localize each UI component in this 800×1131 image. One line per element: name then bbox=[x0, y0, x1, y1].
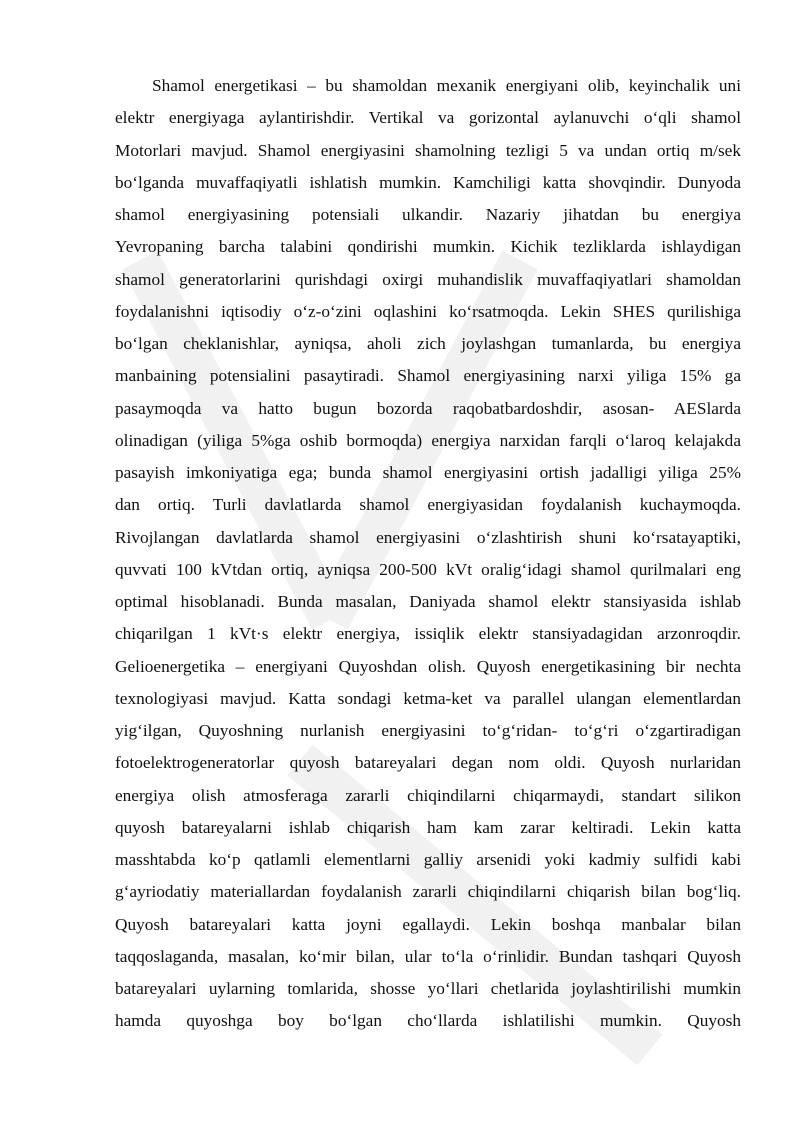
text-line: shamol energiyasining potensiali ulkandir. Nazariy jihatdan bu energiya bbox=[115, 205, 741, 224]
text-line: quvvati 100 kVtdan ortiq, ayniqsa 200-500 kVt oralig‘idagi shamol qurilmalari eng bbox=[115, 559, 741, 579]
text-line: masshtabda ko‘p qatlamli elementlarni galliy arsenidi yoki kadmiy sulfidi kabi bbox=[115, 850, 741, 869]
text-line: shamol generatorlarini qurishdagi oxirgi muhandislik muvaffaqiyatlari shamoldan bbox=[115, 269, 741, 289]
text-line: Quyosh batareyalari katta joyni egallaydi. Lekin boshqa manbalar bilan bbox=[115, 914, 741, 934]
text-line: pasayish imkoniyatiga ega; bunda shamol energiyasini ortish jadalligi yiliga 25% bbox=[115, 463, 741, 482]
text-line: quyosh batareyalarni ishlab chiqarish ham kam zarar keltiradi. Lekin katta bbox=[115, 817, 741, 837]
text-line: texnologiyasi mavjud. Katta sondagi ketma-ket va parallel ulangan elementlardan bbox=[115, 688, 741, 708]
text-line: elektr energiyaga aylantirishdir. Vertikal va gorizontal aylanuvchi o‘qli shamol bbox=[115, 108, 741, 128]
text-line: Yevropaning barcha talabini qondirishi mumkin. Kichik tezliklarda ishlaydigan bbox=[115, 237, 741, 257]
text-line: bo‘lgan cheklanishlar, ayniqsa, aholi zich joylashgan tumanlarda, bu energiya bbox=[115, 334, 741, 353]
text-line: dan ortiq. Turli davlatlarda shamol energiyasidan foydalanish kuchaymoqda. bbox=[115, 495, 741, 515]
text-line: yig‘ilgan, Quyoshning nurlanish energiyasini to‘g‘ridan- to‘g‘ri o‘zgartiradigan bbox=[115, 721, 741, 740]
text-line: manbaining potensialini pasaytiradi. Shamol energiyasining narxi yiliga 15% ga bbox=[115, 366, 741, 386]
text-line: pasaymoqda va hatto bugun bozorda raqobatbardoshdir, asosan- AESlarda bbox=[115, 398, 741, 418]
text-line: Rivojlangan davlatlarda shamol energiyasini o‘zlashtirish shuni ko‘rsatayaptiki, bbox=[115, 527, 741, 547]
text-line: energiya olish atmosferaga zararli chiqindilarni chiqarmaydi, standart silikon bbox=[115, 785, 741, 805]
body-text bbox=[115, 70, 741, 1038]
text-line: bo‘lganda muvaffaqiyatli ishlatish mumkin. Kamchiligi katta shovqindir. Dunyoda bbox=[115, 172, 741, 192]
text-line: optimal hisoblanadi. Bunda masalan, Daniyada shamol elektr stansiyasida ishlab bbox=[115, 592, 741, 611]
text-line: fotoelektrogeneratorlar quyosh batareyalari degan nom oldi. Quyosh nurlaridan bbox=[115, 753, 741, 773]
text-line: Motorlari mavjud. Shamol energiyasini shamolning tezligi 5 va undan ortiq m/sek bbox=[115, 140, 741, 160]
text-line: olinadigan (yiliga 5%ga oshib bormoqda) energiya narxidan farqli o‘laroq kelajakda bbox=[115, 430, 741, 450]
text-line: Shamol energetikasi – bu shamoldan mexanik energiyani olib, keyinchalik uni bbox=[152, 76, 741, 95]
text-line: chiqarilgan 1 kVt·s elektr energiya, issiqlik elektr stansiyadagidan arzonroqdir. bbox=[115, 624, 741, 644]
text-line: batareyalari uylarning tomlarida, shosse yo‘llari chetlarida joylashtirilishi mumkin bbox=[115, 979, 741, 998]
text-line: taqqoslaganda, masalan, ko‘mir bilan, ular to‘la o‘rinlidir. Bundan tashqari Quyosh bbox=[115, 946, 741, 966]
text-line: hamda quyoshga boy bo‘lgan cho‘llarda ishlatilishi mumkin. Quyosh bbox=[115, 1011, 741, 1031]
text-line: g‘ayriodatiy materiallardan foydalanish zararli chiqindilarni chiqarish bilan bog‘liq. bbox=[115, 882, 741, 902]
text-line: Gelioenergetika – energiyani Quyoshdan olish. Quyosh energetikasining bir nechta bbox=[115, 656, 741, 676]
text-line: foydalanishni iqtisodiy o‘z-o‘zini oqlashini ko‘rsatmoqda. Lekin SHES qurilishiga bbox=[115, 301, 741, 321]
